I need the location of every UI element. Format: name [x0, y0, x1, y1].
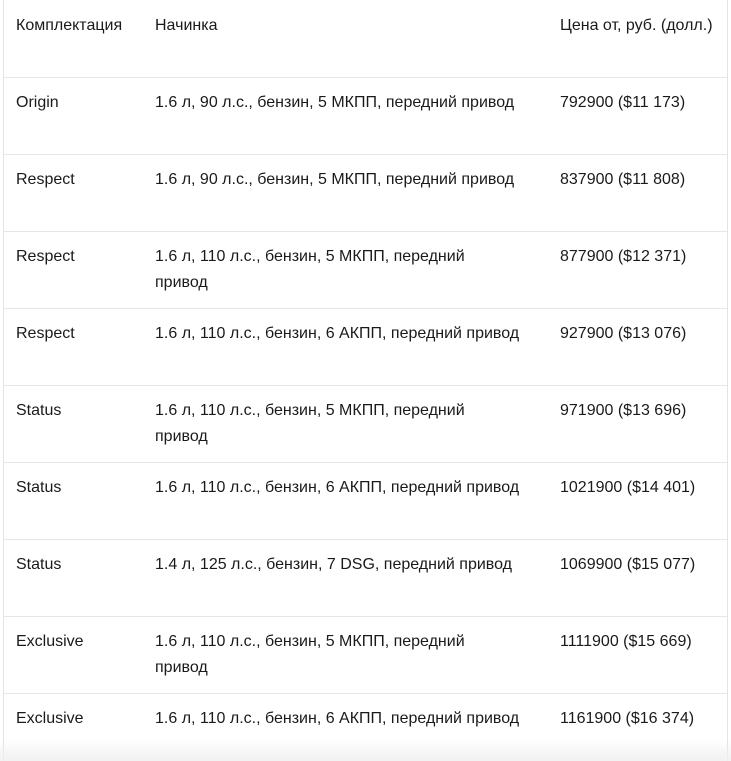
table-row: [4, 539, 728, 616]
table-row: [4, 308, 728, 385]
header-content: Начинка: [155, 17, 218, 34]
trim-cell: Status: [4, 385, 143, 462]
price-cell: 1111900 ($15 669): [548, 616, 728, 693]
table-row: [4, 385, 728, 462]
content-cell: 1.6 л, 110 л.с., бензин, 6 АКПП, передний привод: [143, 693, 548, 761]
table-row: [4, 693, 728, 761]
trim-cell: Respect: [4, 308, 143, 385]
table-row: [4, 462, 728, 539]
trim-cell: Respect: [4, 154, 143, 231]
price-cell: 837900 ($11 808): [548, 154, 728, 231]
price-cell: 1161900 ($16 374): [548, 693, 728, 761]
content-cell: 1.6 л, 110 л.с., бензин, 6 АКПП, передний привод: [143, 462, 548, 539]
trim-cell: Origin: [4, 77, 143, 154]
content-cell: 1.6 л, 110 л.с., бензин, 5 МКПП, передний привод: [143, 616, 548, 693]
content-cell: 1.6 л, 110 л.с., бензин, 5 МКПП, передний привод: [143, 231, 548, 308]
content-cell: 1.4 л, 125 л.с., бензин, 7 DSG, передний привод: [143, 539, 548, 616]
trim-cell: Status: [4, 462, 143, 539]
price-cell: 877900 ($12 371): [548, 231, 728, 308]
header-trim: Комплектация: [16, 17, 123, 34]
price-cell: 971900 ($13 696): [548, 385, 728, 462]
table-row: [4, 154, 728, 231]
content-cell: 1.6 л, 110 л.с., бензин, 5 МКПП, передний привод: [143, 385, 548, 462]
table-container: [3, 0, 728, 761]
table-row: [4, 616, 728, 693]
trim-cell: Exclusive: [4, 693, 143, 761]
trim-price-table: [4, 1, 728, 761]
price-cell: 792900 ($11 173): [548, 77, 728, 154]
price-cell: 1021900 ($14 401): [548, 462, 728, 539]
content-cell: 1.6 л, 110 л.с., бензин, 6 АКПП, передний привод: [143, 308, 548, 385]
price-cell: 927900 ($13 076): [548, 308, 728, 385]
content-cell: 1.6 л, 90 л.с., бензин, 5 МКПП, передний привод: [143, 77, 548, 154]
trim-cell: Status: [4, 539, 143, 616]
table-header-row: [4, 1, 728, 77]
trim-cell: Respect: [4, 231, 143, 308]
trim-cell: Exclusive: [4, 616, 143, 693]
content-cell: 1.6 л, 90 л.с., бензин, 5 МКПП, передний привод: [143, 154, 548, 231]
header-price: Цена от, руб. (долл.): [560, 17, 713, 34]
price-cell: 1069900 ($15 077): [548, 539, 728, 616]
table-row: [4, 77, 728, 154]
table-row: [4, 231, 728, 308]
